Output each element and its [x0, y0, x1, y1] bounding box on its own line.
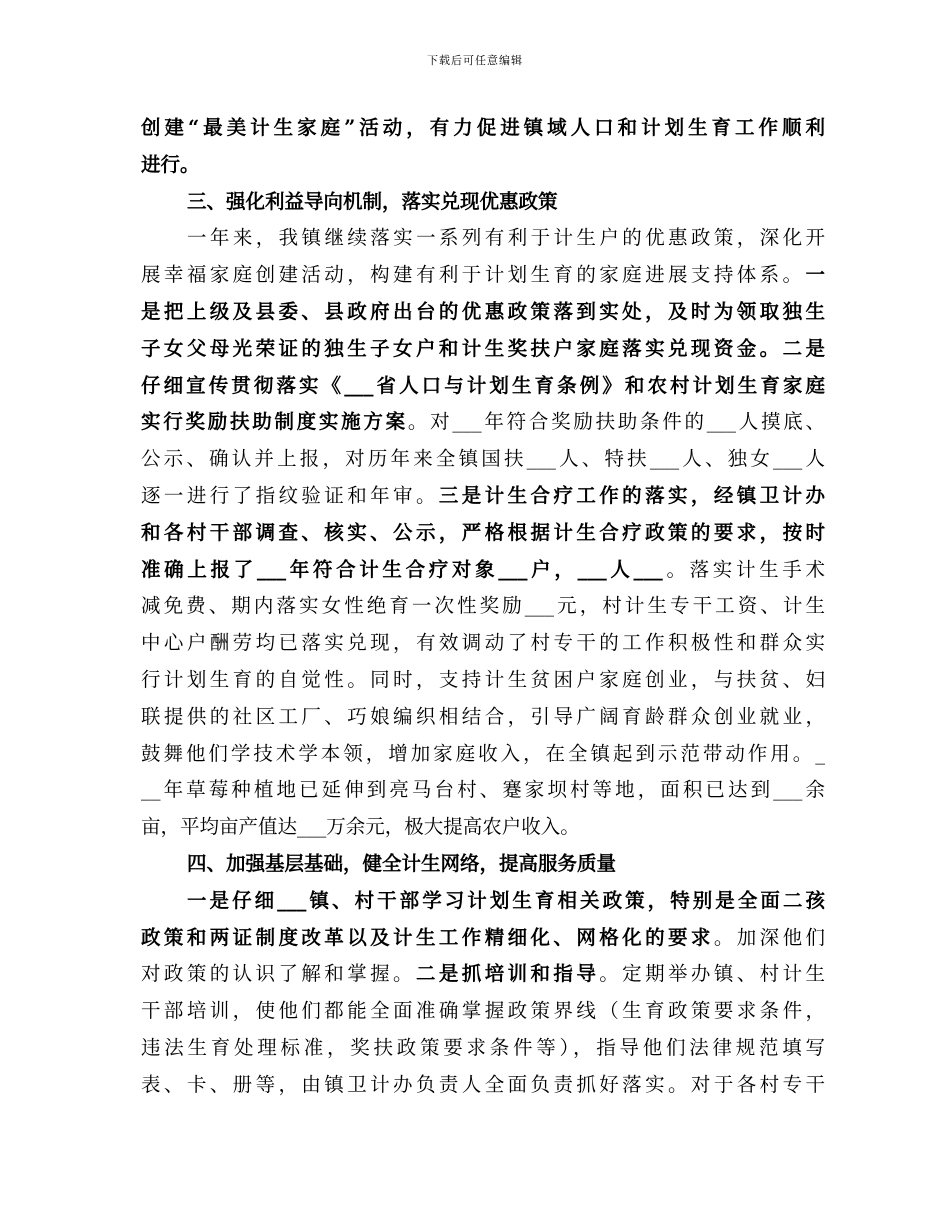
text-line	[141, 588, 825, 625]
body-text: __年草莓种植地已延伸到亮马台村、蹇家坝村等地，面积已达到___余	[141, 778, 825, 802]
text-line	[141, 515, 825, 552]
text-line	[141, 441, 825, 478]
text-line	[141, 772, 825, 809]
body-text: 违法生育处理标准，奖扶政策要求条件等），指导他们法律规范填写	[141, 1035, 825, 1059]
text-line	[141, 625, 825, 662]
bold-text: 实行奖励扶助制度实施方案	[141, 410, 408, 434]
text-line	[141, 846, 825, 883]
body-text: 展幸福家庭创建活动，构建有利于计划生育的家庭进展支持体系。	[141, 263, 806, 287]
body-text: 对政策的认识了解和掌握。	[141, 962, 416, 986]
bold-text: 二是抓培训和指导	[415, 962, 600, 986]
bold-text: 政策和两证制度改革以及计生工作精细化、网格化的要求	[141, 925, 714, 949]
text-line	[141, 883, 825, 920]
body-text: 联提供的社区工厂、巧娘编织相结合，引导广阔育龄群众创业就业，	[141, 704, 825, 728]
text-line	[141, 110, 825, 147]
body-text: 公示、确认并上报，对历年来全镇国扶___人、特扶___人、独女___人	[141, 447, 825, 471]
text-line	[141, 1067, 825, 1104]
bold-text: 是把上级及县委、县政府出台的优惠政策落到实处，及时为领取独生	[141, 299, 825, 323]
bold-text: 三是计生合疗工作的落实，经镇卫计办	[438, 483, 825, 507]
text-line	[141, 956, 825, 993]
text-line	[141, 993, 825, 1030]
bold-text: 一是仔细___镇、村干部学习计划生育相关政策，特别是全面二孩	[187, 888, 825, 912]
text-line	[141, 736, 825, 773]
document-body	[141, 110, 825, 1104]
body-text: 行计划生育的自觉性。同时，支持计生贫困户家庭创业，与扶贫、妇	[141, 667, 825, 691]
page-header: 下载后可任意编辑	[427, 54, 523, 67]
body-text: 。落实计生手术	[662, 557, 825, 581]
text-line	[141, 147, 825, 184]
body-text: 中心户酬劳均已落实兑现，有效调动了村专干的工作积极性和群众实	[141, 631, 825, 655]
text-line	[141, 552, 825, 589]
text-line	[141, 1030, 825, 1067]
bold-text: 四、加强基层基础，健全计生网络，提高服务质量	[187, 851, 617, 875]
text-line	[141, 294, 825, 331]
text-line	[141, 184, 825, 221]
bold-text: 创建“最美计生家庭”活动，有力促进镇域人口和计划生育工作顺利	[141, 116, 825, 139]
bold-text: 仔细宣传贯彻落实《___省人口与计划生育条例》和农村计划生育家庭	[141, 373, 825, 397]
text-line	[141, 699, 825, 736]
text-line	[141, 662, 825, 699]
body-text: 。对___年符合奖励扶助条件的___人摸底、	[407, 410, 825, 434]
text-line	[141, 809, 825, 846]
text-line	[141, 478, 825, 515]
body-text: 干部培训，使他们都能全面准确掌握政策界线（生育政策要求条件，	[141, 999, 825, 1023]
text-line	[141, 257, 825, 294]
text-line	[141, 368, 825, 405]
bold-text: 进行。	[141, 152, 200, 176]
body-text: 逐一进行了指纹验证和年审。	[141, 483, 439, 507]
text-line	[141, 220, 825, 257]
text-line	[141, 404, 825, 441]
bold-text: 子女父母光荣证的独生子女户和计生奖扶户家庭落实兑现资金。二是	[141, 336, 825, 360]
bold-text: 三、强化利益导向机制，落实兑现优惠政策	[187, 189, 558, 213]
bold-text: 准确上报了___年符合计生合疗对象___户，___人___	[141, 557, 663, 581]
body-text: 一年来，我镇继续落实一系列有利于计生户的优惠政策，深化开	[187, 226, 825, 250]
body-text: 减免费、期内落实女性绝育一次性奖励___元，村计生专干工资、计生	[141, 594, 825, 618]
body-text: 表、卡、册等，由镇卫计办负责人全面负责抓好落实。对于各村专干	[141, 1072, 825, 1096]
bold-text: 一	[805, 263, 825, 287]
bold-text: 和各村干部调查、核实、公示，严格根据计生合疗政策的要求，按时	[141, 520, 825, 544]
text-line	[141, 331, 825, 368]
body-text: 亩，平均亩产值达___万余元，极大提高农户收入。	[141, 815, 580, 839]
body-text: 。定期举办镇、村计生	[599, 962, 825, 986]
body-text: 。加深他们	[713, 925, 825, 949]
body-text: 鼓舞他们学技术学本领，增加家庭收入，在全镇起到示范带动作用。_	[141, 741, 825, 765]
text-line	[141, 920, 825, 957]
